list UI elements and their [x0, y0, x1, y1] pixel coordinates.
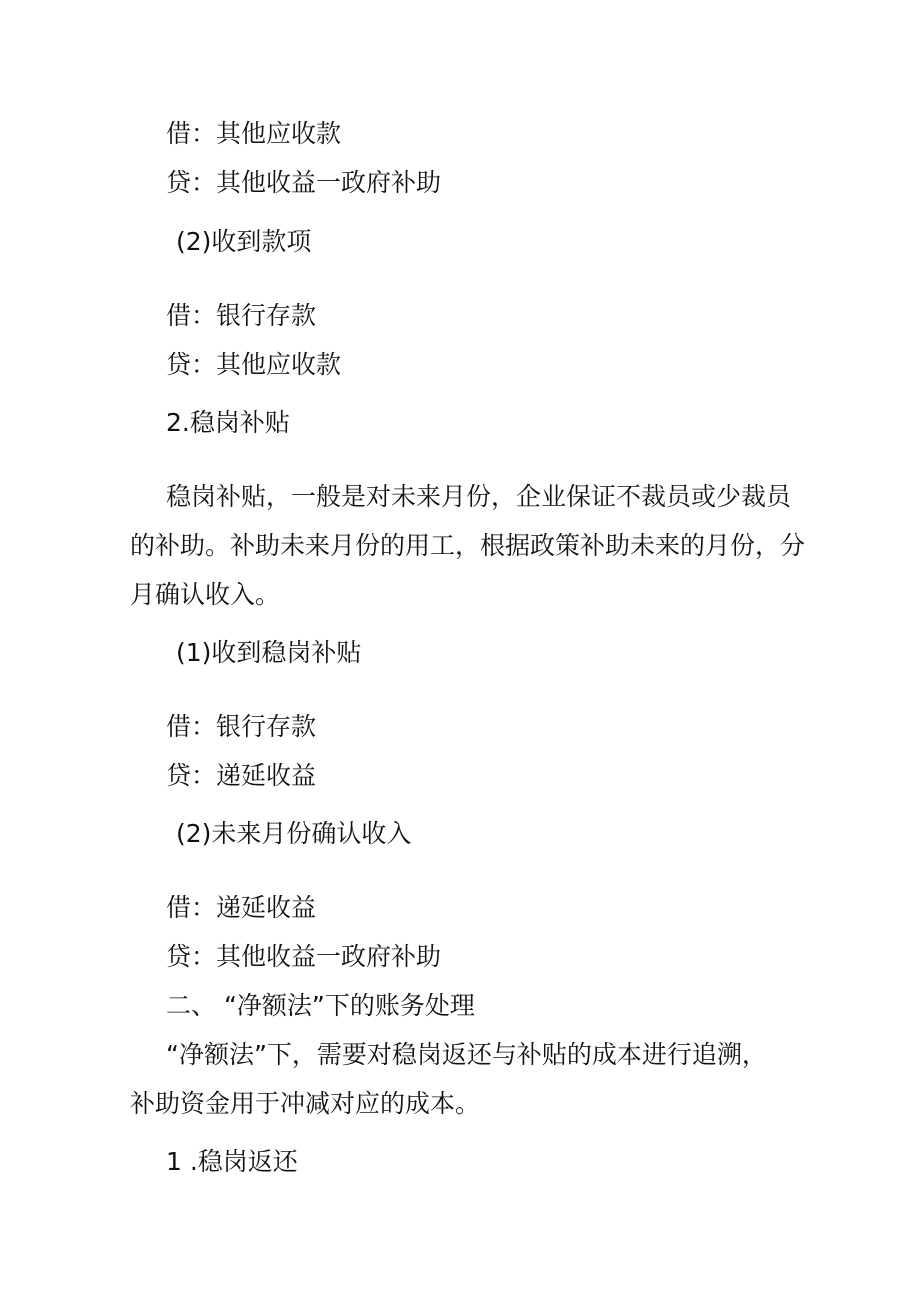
- paragraph-line: 月确认收入。: [130, 580, 281, 609]
- step-heading: (1)收到稳岗补贴: [176, 638, 362, 667]
- journal-credit-line: 贷：递延收益: [166, 761, 317, 790]
- journal-credit-line: 贷：其他收益一政府补助: [166, 168, 442, 197]
- journal-debit-line: 借：银行存款: [166, 712, 317, 741]
- journal-debit-line: 借：银行存款: [166, 301, 317, 330]
- journal-credit-line: 贷：其他收益一政府补助: [166, 942, 442, 971]
- journal-debit-line: 借：递延收益: [166, 893, 317, 922]
- paragraph-line: 补助资金用于冲减对应的成本。: [130, 1089, 481, 1118]
- step-heading: (2)收到款项: [176, 227, 312, 256]
- section-heading: 1 .稳岗返还: [166, 1147, 298, 1176]
- section-heading: 2.稳岗补贴: [166, 408, 290, 437]
- paragraph-line: 的补助。补助未来月份的用工，根据政策补助未来的月份，分: [130, 531, 806, 560]
- paragraph-line: 稳岗补贴，一般是对未来月份，企业保证不裁员或少裁员: [166, 482, 792, 511]
- chapter-heading: 二、 “净额法”下的账务处理: [166, 991, 475, 1020]
- journal-credit-line: 贷：其他应收款: [166, 350, 342, 379]
- step-heading: (2)未来月份确认收入: [176, 819, 412, 848]
- paragraph-line: “净额法”下，需要对稳岗返还与补贴的成本进行追溯，: [166, 1040, 767, 1069]
- journal-debit-line: 借：其他应收款: [166, 119, 342, 148]
